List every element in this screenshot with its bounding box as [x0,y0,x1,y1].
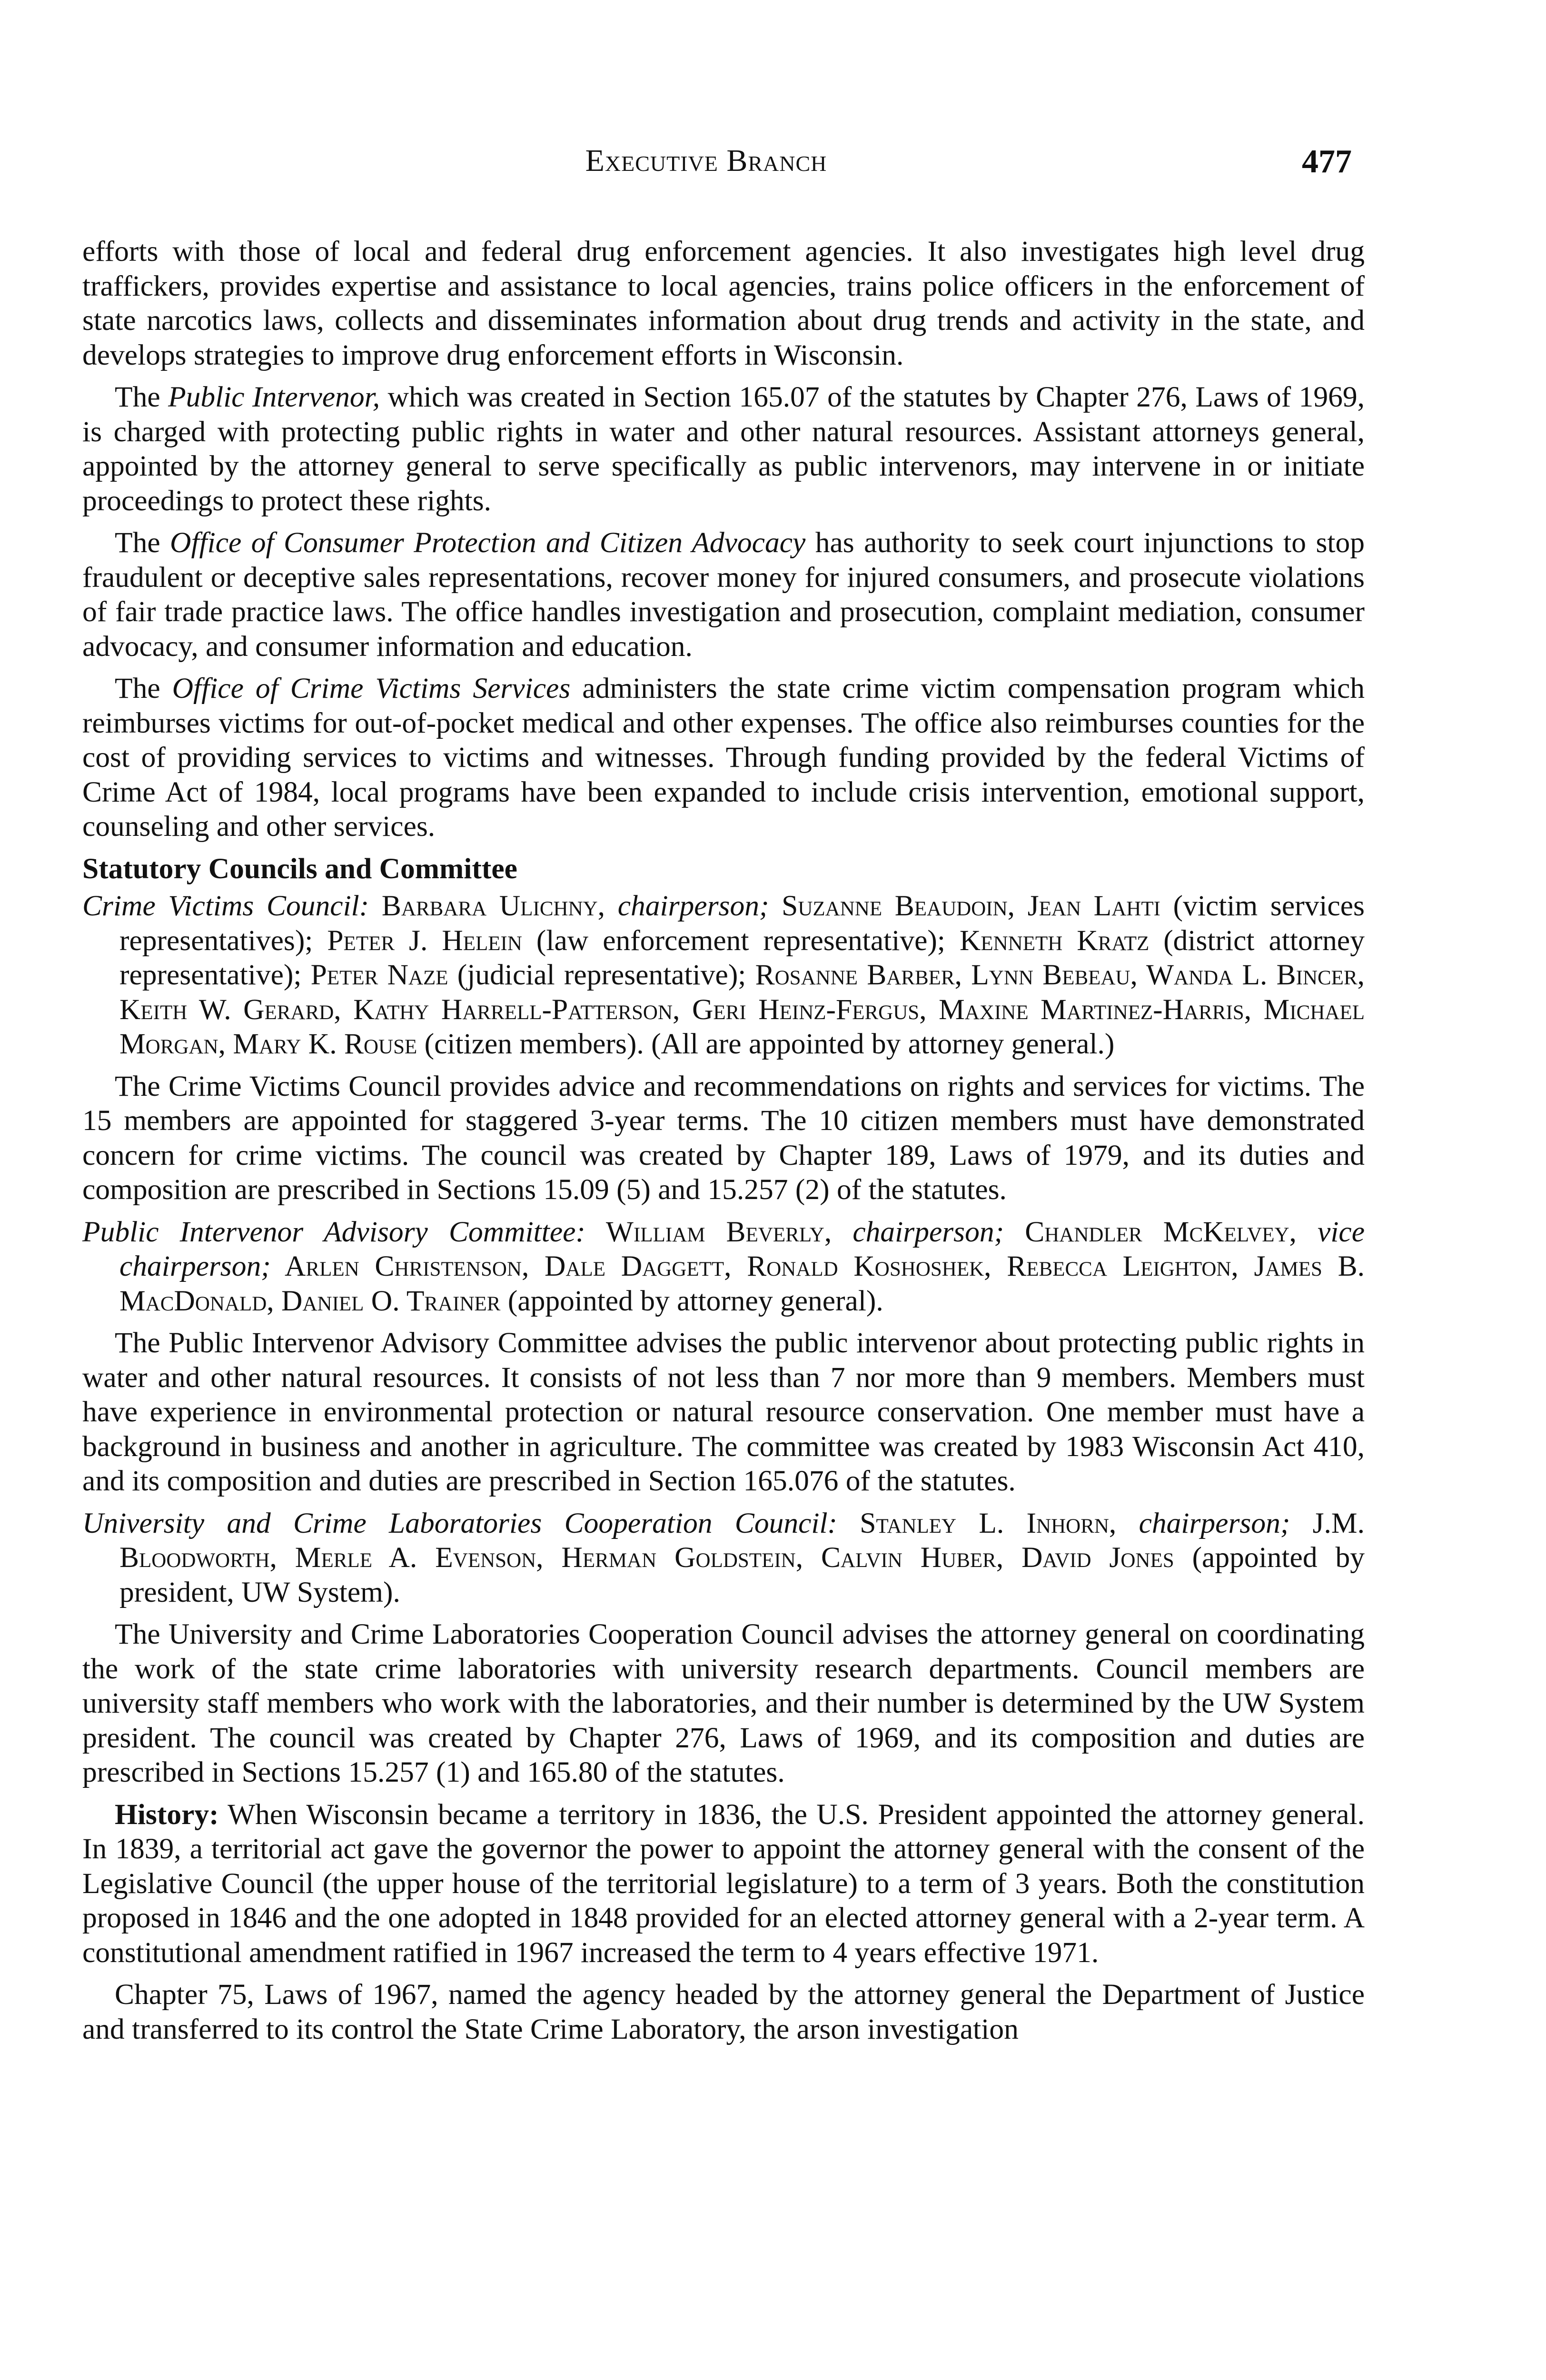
member-names: Rosanne Barber, Lynn Bebeau, Wanda L. Bincer, Keith W. Gerard, Kathy Harrell-Patterson, Geri Heinz-Fergus, Maxine Martinez-Harris, Michael Morgan, Mary K. Rouse [119,959,1365,1060]
member-names: Kenneth Kratz [959,924,1150,957]
italic-text: Public Intervenor, [168,381,380,413]
paragraph [82,1617,1365,1790]
text-run: Chapter 75, Laws of 1967, named the agency headed by the attorney general the Department of Justice and transferred to its control the State Crime Laboratory, the arson investigation [82,1978,1365,2045]
paragraph [82,671,1365,844]
italic-text: Office of Crime Victims Services [172,672,571,704]
italic-text: Office of Consumer Protection and Citizen Advocacy [170,526,806,559]
text-run: (appointed by president, UW System). [119,1541,1365,1608]
council-membership [82,889,1365,1061]
bold-text: History: [115,1798,219,1831]
member-names: Suzanne Beaudoin, Jean Lahti [769,890,1160,922]
paragraph [82,1797,1365,1970]
text-run: administers the state crime victim compensation program which reimburses victims for out-of-pocket medical and other expenses. The office also reimburses counties for the cost of providing services to victims and witnesses. Through funding provided by the federal Victims of Crime Act of 1984, local programs have been expanded to include crisis intervention, emotional support, counseling and other services. [82,672,1365,843]
paragraph [82,526,1365,664]
text-run: (judicial representative); [448,959,755,991]
text-run: (victim services representatives); [119,890,1365,957]
council-membership [82,1506,1365,1610]
section-heading [82,852,1365,886]
text-run: (appointed by attorney general). [500,1284,883,1317]
page-body [82,234,1365,2073]
text-run: The Public Intervenor Advisory Committee advises the public intervenor about protecting public rights in water and other natural resources. It consists of not less than 7 nor more than 9 members. Members must have experience in environmental protection or natural resource conservation. One member must have a background in business and another in agriculture. The committee was created by 1983 Wisconsin Act 410, and its composition and duties are prescribed in Section 165.076 of the statutes. [82,1327,1365,1497]
text-run: efforts with those of local and federal drug enforcement agencies. It also investigates high level drug traffickers, provides expertise and assistance to local agencies, trains police officers in the enforcement of state narcotics laws, collects and disseminates information about drug trends and activity in the state, and develops strategies to improve drug enforcement efforts in Wisconsin. [82,235,1365,371]
text-run: (district attorney representative); [119,924,1365,991]
paragraph [82,380,1365,518]
member-names: Arlen Christenson, Dale Daggett, Ronald Koshoshek, Rebecca Leighton, James B. MacDonald, Daniel O. Trainer [119,1250,1365,1317]
text-run: The University and Crime Laboratories Cooperation Council advises the attorney general on coordinating the work of the state crime laboratories with university research departments. Council members are university staff members who work with the laboratories, and their number is determined by the UW System president. The council was created by Chapter 276, Laws of 1969, and its composition and duties are prescribed in Sections 15.257 (1) and 165.80 of the statutes. [82,1618,1365,1788]
member-names: Peter J. Helein [327,924,522,957]
italic-text: chairperson; [617,890,769,922]
member-names: J.M. Bloodworth, Merle A. Evenson, Herman Goldstein, Calvin Huber, David Jones [119,1507,1365,1574]
member-names: William Beverly, [585,1215,853,1248]
text-run: The [115,381,168,413]
italic-text: chairperson; [1139,1507,1290,1539]
bold-text: Statutory Councils and Committee [82,852,517,885]
italic-text: Crime Victims Council: [82,890,369,922]
text-run: The [115,526,170,559]
text-run: has authority to seek court injunctions to stop fraudulent or deceptive sales representations, recover money for injured consumers, and prosecute violations of fair trade practice laws. The office handles investigation and prosecution, complaint mediation, consumer advocacy, and consumer information and education. [82,526,1365,663]
member-names: Peter Naze [310,959,448,991]
section-title: Executive Branch [585,143,827,178]
member-names: Barbara Ulichny, [369,890,618,922]
text-run: (citizen members). (All are appointed by attorney general.) [417,1028,1115,1060]
text-run: (law enforcement representative); [522,924,960,957]
text-run: The [115,672,172,704]
text-run: When Wisconsin became a territory in 1836, the U.S. President appointed the attorney general. In 1839, a territorial act gave the governor the power to appoint the attorney general with the consent of the Legislative Council (the upper house of the territorial legislature) to a term of 3 years. Both the constitution proposed in 1846 and the one adopted in 1848 provided for an elected attorney general with a 2-year term. A constitutional amendment ratified in 1967 increased the term to 4 years effective 1971. [82,1798,1365,1969]
italic-text: University and Crime Laboratories Cooperation Council: [82,1507,838,1539]
italic-text: vice chairperson; [119,1215,1365,1282]
italic-text: chairperson; [852,1215,1004,1248]
italic-text: Public Intervenor Advisory Committee: [82,1215,585,1248]
paragraph [82,234,1365,372]
paragraph [82,1977,1365,2046]
member-names: Stanley L. Inhorn, [837,1507,1139,1539]
council-membership [82,1215,1365,1319]
paragraph [82,1326,1365,1498]
member-names: Chandler McKelvey, [1004,1215,1318,1248]
text-run: which was created in Section 165.07 of the statutes by Chapter 276, Laws of 1969, is charged with protecting public rights in water and other natural resources. Assistant attorneys general, appointed by the attorney general to serve specifically as public intervenors, may intervene in or initiate proceedings to protect these rights. [82,381,1365,517]
text-run: The Crime Victims Council provides advice and recommendations on rights and services for victims. The 15 members are appointed for staggered 3-year terms. The 10 citizen members must have demonstrated concern for crime victims. The council was created by Chapter 189, Laws of 1979, and its duties and composition are prescribed in Sections 15.09 (5) and 15.257 (2) of the statutes. [82,1070,1365,1206]
paragraph [82,1069,1365,1207]
page-number: 477 [1302,143,1352,180]
running-header [0,0,1546,186]
